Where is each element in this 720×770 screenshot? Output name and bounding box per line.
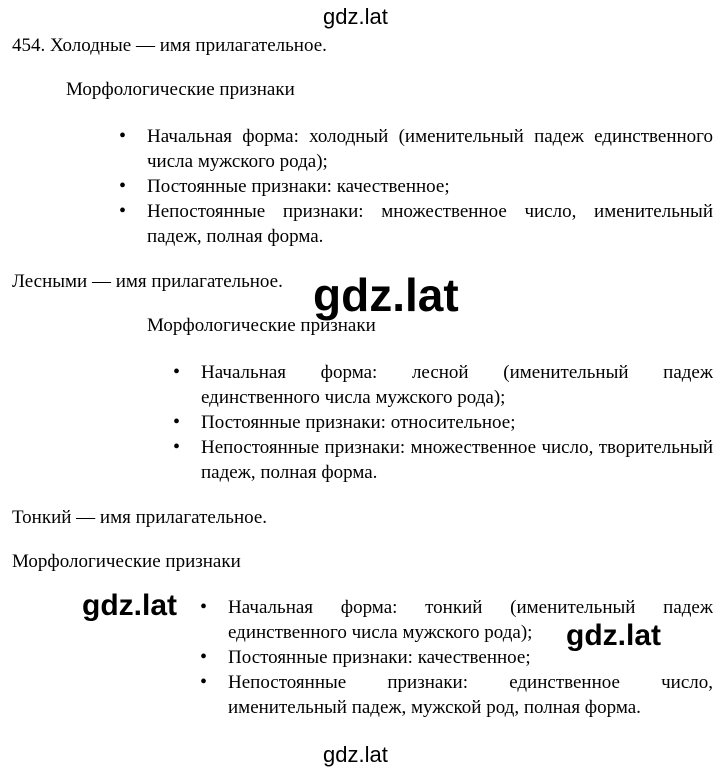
list-item: • Непостоянные признаки: множественное число, именительный падеж, полная форма. xyxy=(147,199,713,249)
section1-subtitle: Морфологические признаки xyxy=(66,79,295,100)
section3-title: Тонкий — имя прилагательное. xyxy=(12,507,268,528)
watermark-bottom: gdz.lat xyxy=(323,742,388,767)
watermark-top: gdz.lat xyxy=(323,4,388,29)
list-item: • Постоянные признаки: относительное; xyxy=(201,410,713,435)
list-item: • Начальная форма: холодный (именительный падеж единственного числа мужского рода); xyxy=(147,124,713,174)
section2-subtitle: Морфологические признаки xyxy=(147,315,376,336)
watermark-center: gdz.lat xyxy=(313,269,459,321)
section1-list xyxy=(147,124,713,249)
section2-title: Лесными — имя прилагательное. xyxy=(12,271,283,292)
watermark-right: gdz.lat xyxy=(566,619,661,652)
list-item: • Постоянные признаки: качественное; xyxy=(147,174,713,199)
section2-list xyxy=(201,360,713,485)
section3-list xyxy=(228,595,713,720)
list-item: • Непостоянные признаки: множественное число, творительный падеж, полная форма. xyxy=(201,435,713,485)
section3-subtitle: Морфологические признаки xyxy=(12,551,241,572)
list-item: • Начальная форма: тонкий (именительный падеж единственного числа мужского рода); xyxy=(228,595,713,645)
section1-title: 454. Холодные — имя прилагательное. xyxy=(12,35,327,56)
list-item: • Постоянные признаки: качественное; xyxy=(228,645,713,670)
list-item: • Начальная форма: лесной (именительный падеж единственного числа мужского рода); xyxy=(201,360,713,410)
list-item: • Непостоянные признаки: единственное число, именительный падеж, мужской род, полная форма. xyxy=(228,670,713,720)
watermark-left: gdz.lat xyxy=(82,589,177,622)
